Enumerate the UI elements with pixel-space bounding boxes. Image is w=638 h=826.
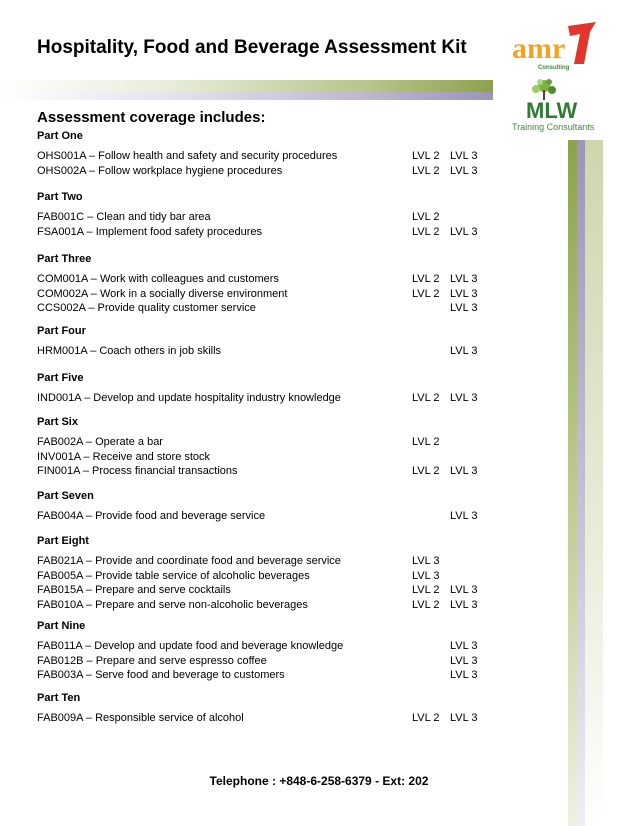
amr-logo-subtext: Consulting (538, 65, 570, 71)
level-label: LVL 2 (412, 287, 440, 300)
level-label: LVL 3 (450, 287, 478, 300)
side-bar-light (585, 140, 603, 826)
unit-title: CCS002A – Provide quality customer service (37, 302, 256, 315)
level-label: LVL 2 (412, 150, 440, 162)
page-title: Hospitality, Food and Beverage Assessment Kit (37, 37, 467, 58)
part-heading: Part Ten (37, 692, 81, 704)
mlw-logo-text: MLW (526, 98, 578, 123)
level-label: LVL 3 (450, 465, 478, 478)
unit-title: FAB021A – Provide and coordinate food and beverage service (37, 555, 341, 567)
unit-title: COM001A – Work with colleagues and customers (37, 273, 279, 285)
header-band-purple (0, 92, 493, 100)
unit-row (37, 510, 497, 524)
unit-row (37, 584, 497, 598)
unit-row (37, 555, 497, 569)
unit-title: FAB015A – Prepare and serve cocktails (37, 584, 231, 597)
level-label: LVL 2 (412, 712, 440, 724)
level-label: LVL 2 (412, 465, 440, 478)
unit-row (37, 150, 497, 164)
level-label: LVL 2 (412, 584, 440, 597)
unit-row (37, 465, 497, 479)
mlw-training-logo (512, 74, 602, 134)
level-label: LVL 2 (412, 164, 440, 177)
level-label: LVL 3 (450, 273, 478, 285)
side-bar-purple (577, 140, 585, 826)
unit-title: HRM001A – Coach others in job skills (37, 345, 222, 357)
amr-consulting-logo (510, 22, 600, 72)
unit-row (37, 211, 497, 225)
unit-row (37, 273, 497, 287)
unit-row (37, 436, 497, 450)
unit-row (37, 226, 497, 240)
unit-title: FAB012B – Prepare and serve espresso coffee (37, 654, 267, 667)
part-heading: Part Six (37, 416, 78, 428)
unit-title: FAB011A – Develop and update food and beverage knowledge (37, 640, 344, 652)
unit-title: FAB005A – Provide table service of alcoholic beverages (37, 569, 310, 582)
unit-row (37, 288, 497, 302)
level-label: LVL 3 (450, 669, 478, 682)
unit-row (37, 599, 497, 613)
unit-row (37, 570, 497, 584)
unit-title: FAB002A – Operate a bar (37, 436, 163, 448)
level-label: LVL 3 (450, 584, 478, 597)
unit-title: OHS002A – Follow workplace hygiene procedures (37, 164, 283, 177)
unit-row (37, 165, 497, 179)
unit-row (37, 345, 497, 359)
unit-row (37, 302, 497, 316)
coverage-heading: Assessment coverage includes: (37, 109, 266, 126)
level-label: LVL 2 (412, 225, 440, 238)
level-label: LVL 3 (450, 599, 478, 612)
level-label: LVL 3 (412, 555, 440, 567)
level-label: LVL 2 (412, 392, 440, 404)
unit-row (37, 712, 497, 726)
part-heading: Part Two (37, 191, 83, 203)
unit-title: IND001A – Develop and update hospitality industry knowledge (37, 392, 341, 404)
level-label: LVL 3 (450, 510, 478, 522)
part-heading: Part Seven (37, 490, 94, 502)
unit-title: FSA001A – Implement food safety procedures (37, 225, 263, 238)
level-label: LVL 3 (450, 640, 478, 652)
level-label: LVL 3 (450, 225, 478, 238)
unit-row (37, 669, 497, 683)
level-label: LVL 2 (412, 436, 440, 448)
part-heading: Part One (37, 130, 83, 142)
amr-logo-text: amr (512, 32, 566, 65)
unit-row (37, 655, 497, 669)
unit-title: FAB010A – Prepare and serve non-alcoholic beverages (37, 599, 308, 612)
header-band-green (0, 80, 493, 92)
unit-title: FAB003A – Serve food and beverage to customers (37, 669, 285, 682)
level-label: LVL 3 (450, 302, 478, 315)
unit-row (37, 451, 497, 465)
level-label: LVL 3 (450, 345, 478, 357)
unit-title: INV001A – Receive and store stock (37, 450, 211, 463)
level-label: LVL 3 (412, 569, 440, 582)
level-label: LVL 3 (450, 164, 478, 177)
level-label: LVL 3 (450, 654, 478, 667)
unit-title: COM002A – Work in a socially diverse environment (37, 287, 288, 300)
level-label: LVL 2 (412, 211, 440, 223)
level-label: LVL 3 (450, 392, 478, 404)
unit-title: FAB009A – Responsible service of alcohol (37, 712, 244, 724)
telephone-footer: Telephone : +848-6-258-6379 - Ext: 202 (209, 774, 429, 788)
unit-title: OHS001A – Follow health and safety and security procedures (37, 150, 338, 162)
level-label: LVL 3 (450, 712, 478, 724)
level-label: LVL 2 (412, 599, 440, 612)
unit-title: FAB004A – Provide food and beverage service (37, 510, 266, 522)
level-label: LVL 2 (412, 273, 440, 285)
part-heading: Part Nine (37, 620, 86, 632)
unit-title: FIN001A – Process financial transactions (37, 465, 238, 478)
part-heading: Part Three (37, 253, 92, 265)
side-bar-green (568, 140, 577, 826)
unit-row (37, 392, 497, 406)
unit-row (37, 640, 497, 654)
part-heading: Part Five (37, 372, 84, 384)
part-heading: Part Eight (37, 535, 89, 547)
level-label: LVL 3 (450, 150, 478, 162)
mlw-logo-subtext: Training Consultants (512, 122, 595, 132)
part-heading: Part Four (37, 325, 86, 337)
unit-title: FAB001C – Clean and tidy bar area (37, 211, 211, 223)
